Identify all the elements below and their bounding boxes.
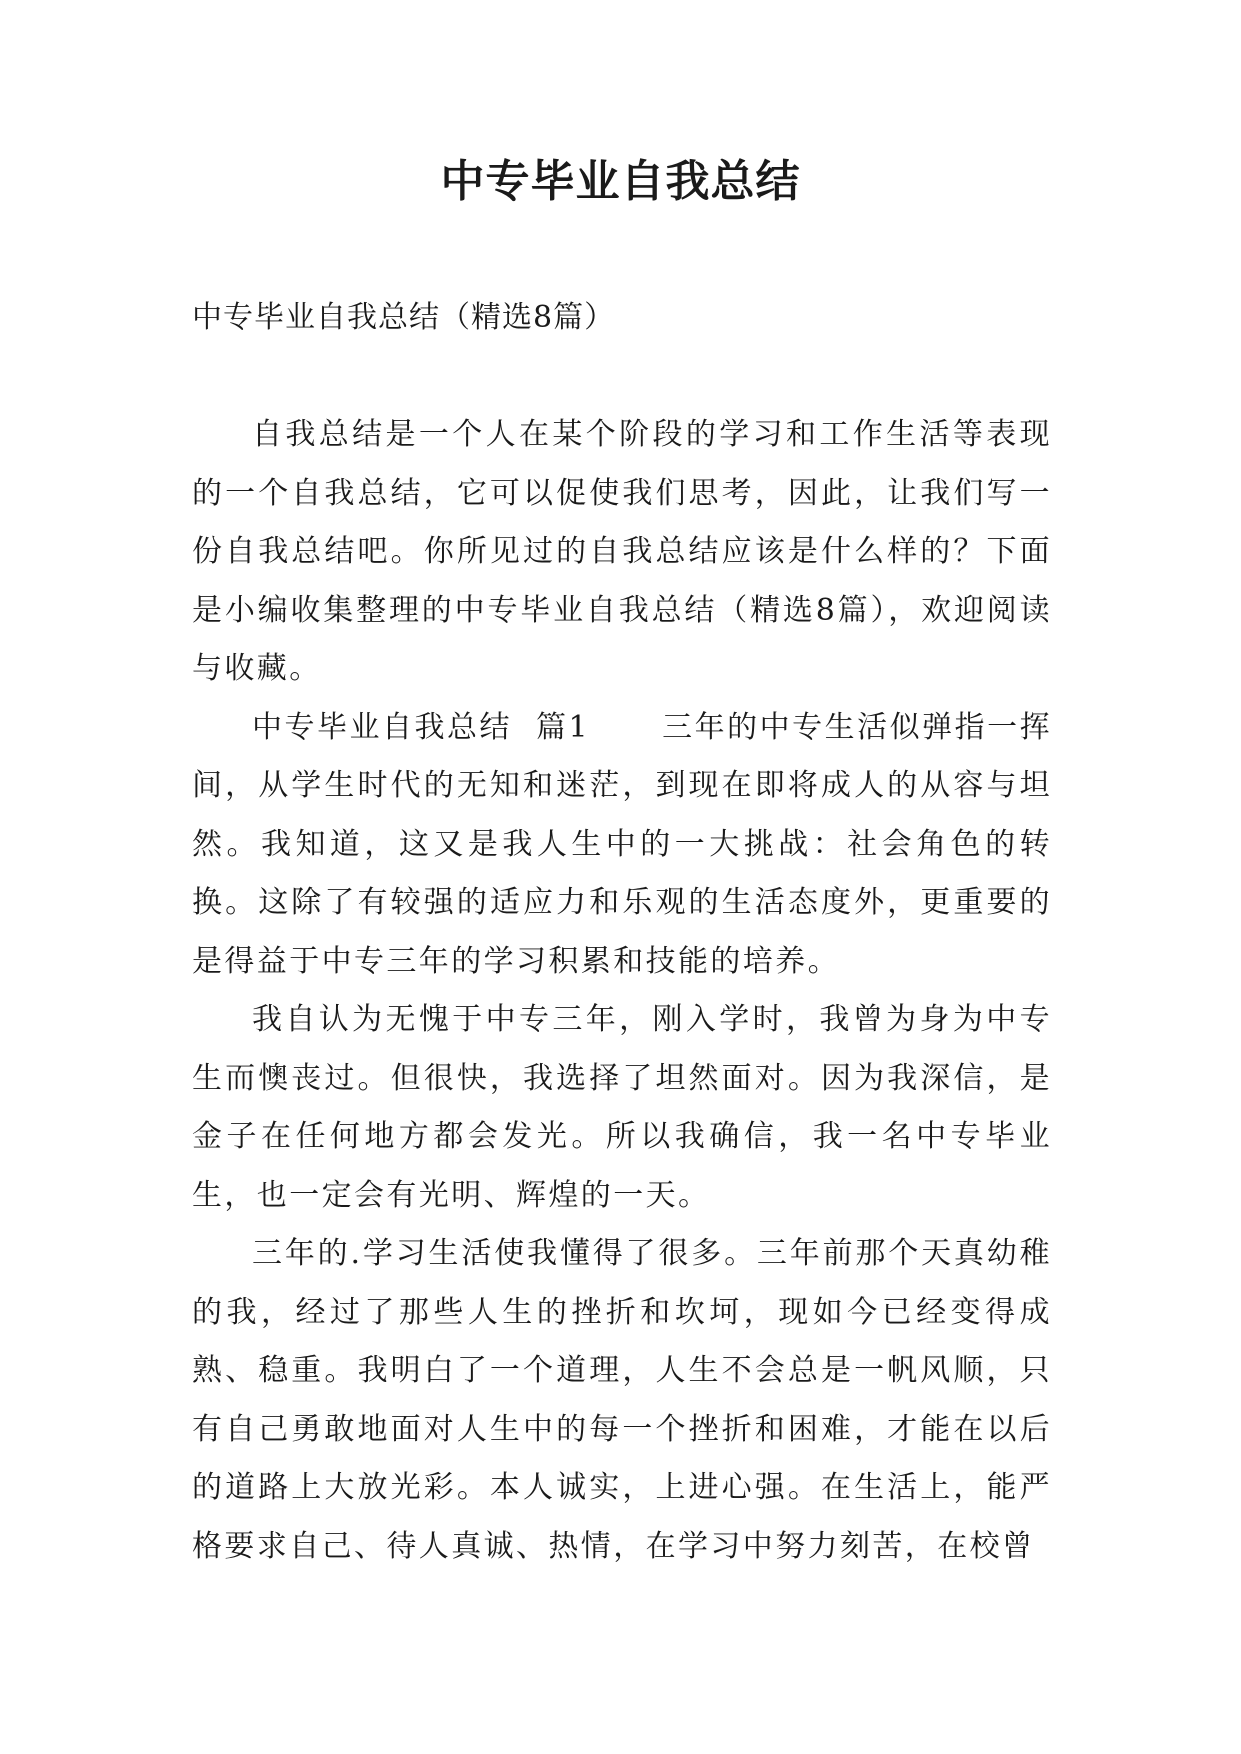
document-title: 中专毕业自我总结 xyxy=(440,156,801,207)
intro-paragraph: 自我总结是一个人在某个阶段的学习和工作生活等表现的一个自我总结，它可以促使我们思考，因此，让我们写一份自我总结吧。你所见过的自我总结应该是什么样的？下面是小编收集整理的中专毕业自我总结（精选8篇），欢迎阅读与收藏。 xyxy=(192,417,1052,686)
body-paragraph: 我自认为无愧于中专三年，刚入学时，我曾为身为中专生而懊丧过。但很快，我选择了坦然面对。因为我深信，是金子在任何地方都会发光。所以我确信，我一名中专毕业生，也一定会有光明、辉煌的一天。 xyxy=(192,1002,1052,1213)
section-1-text: 三年的中专生活似弹指一挥间，从学生时代的无知和迷茫，到现在即将成人的从容与坦然。我知道，这又是我人生中的一大挑战：社会角色的转换。这除了有较强的适应力和乐观的生活态度外，更重要的是得益于中专三年的学习积累和技能的培养。 xyxy=(192,709,1052,979)
section-1-heading: 中专毕业自我总结 篇1 xyxy=(252,709,590,745)
document-body xyxy=(192,406,1052,1576)
section-1-paragraph xyxy=(192,699,1052,992)
document-subtitle: 中专毕业自我总结（精选8篇） xyxy=(192,300,616,335)
body-paragraph: 三年的.学习生活使我懂得了很多。三年前那个天真幼稚的我，经过了那些人生的挫折和坎坷，现如今已经变得成熟、稳重。我明白了一个道理，人生不会总是一帆风顺，只有自己勇敢地面对人生中的每一个挫折和困难，才能在以后的道路上大放光彩。本人诚实，上进心强。在生活上，能严格要求自己、待人真诚、热情，在学习中努力刻苦，在校曾 xyxy=(192,1236,1052,1564)
